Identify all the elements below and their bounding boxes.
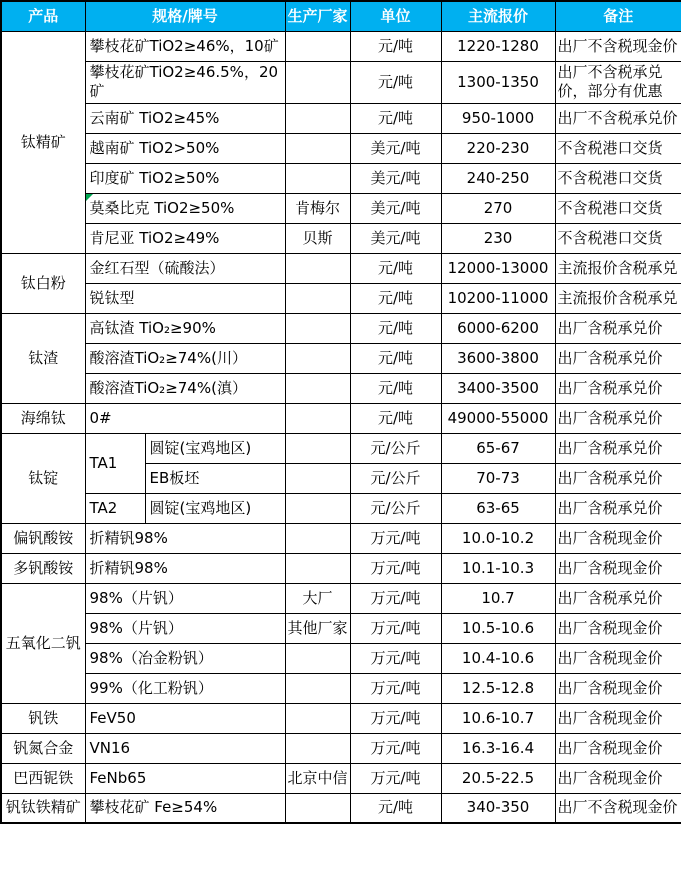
table-row: [1, 31, 681, 61]
price-cell: 12.5-12.8: [441, 673, 555, 703]
table-row: [1, 373, 681, 403]
price-cell: 340-350: [441, 793, 555, 823]
note-cell: 出厂含税现金价: [555, 733, 681, 763]
note-cell: 出厂不含税承兑价: [555, 103, 681, 133]
price-cell: 950-1000: [441, 103, 555, 133]
manufacturer-cell: [285, 373, 350, 403]
note-cell: 不含税港口交货: [555, 163, 681, 193]
table-row: [1, 433, 681, 463]
note-cell: 出厂含税承兑价: [555, 493, 681, 523]
unit-cell: 元/公斤: [350, 463, 441, 493]
spec-cell: 圆锭(宝鸡地区): [145, 433, 285, 463]
unit-cell: 美元/吨: [350, 163, 441, 193]
unit-cell: 元/吨: [350, 283, 441, 313]
note-cell: 出厂含税承兑价: [555, 373, 681, 403]
note-cell: 出厂含税现金价: [555, 703, 681, 733]
price-cell: 12000-13000: [441, 253, 555, 283]
table-row: [1, 283, 681, 313]
manufacturer-cell: [285, 523, 350, 553]
note-cell: 出厂含税现金价: [555, 553, 681, 583]
spec-cell: 折精钒98%: [85, 523, 285, 553]
spec-cell: VN16: [85, 733, 285, 763]
spec-cell: EB板坯: [145, 463, 285, 493]
note-cell: 出厂含税现金价: [555, 763, 681, 793]
unit-cell: 元/吨: [350, 253, 441, 283]
header-cell-price: 主流报价: [441, 1, 555, 31]
unit-cell: 美元/吨: [350, 223, 441, 253]
table-row: [1, 493, 681, 523]
spec-cell: 高钛渣 TiO₂≥90%: [85, 313, 285, 343]
product-cell: 巴西铌铁: [1, 763, 85, 793]
product-cell: 钛白粉: [1, 253, 85, 313]
spec-cell: 锐钛型: [85, 283, 285, 313]
manufacturer-cell: 贝斯: [285, 223, 350, 253]
manufacturer-cell: 其他厂家: [285, 613, 350, 643]
manufacturer-cell: [285, 463, 350, 493]
spec-cell: 折精钒98%: [85, 553, 285, 583]
price-cell: 10.5-10.6: [441, 613, 555, 643]
note-cell: 主流报价含税承兑: [555, 283, 681, 313]
note-cell: 主流报价含税承兑: [555, 253, 681, 283]
note-cell: 出厂含税承兑价: [555, 343, 681, 373]
manufacturer-cell: [285, 433, 350, 463]
header-cell-manufacturer: 生产厂家: [285, 1, 350, 31]
header-cell-note: 备注: [555, 1, 681, 31]
spec-cell: 98%（片钒）: [85, 583, 285, 613]
price-cell: 3600-3800: [441, 343, 555, 373]
table-row: [1, 613, 681, 643]
table-row: [1, 763, 681, 793]
price-cell: 20.5-22.5: [441, 763, 555, 793]
price-cell: 10.4-10.6: [441, 643, 555, 673]
spec-text: 莫桑比克 TiO2≥50%: [89, 198, 235, 217]
unit-cell: 元/吨: [350, 403, 441, 433]
grade-cell: TA1: [85, 433, 145, 493]
spec-cell: 云南矿 TiO2≥45%: [85, 103, 285, 133]
note-cell: 出厂含税现金价: [555, 643, 681, 673]
unit-cell: 万元/吨: [350, 673, 441, 703]
unit-cell: 元/吨: [350, 343, 441, 373]
price-cell: 10.1-10.3: [441, 553, 555, 583]
product-cell: 海绵钛: [1, 403, 85, 433]
manufacturer-cell: [285, 733, 350, 763]
unit-cell: 元/吨: [350, 31, 441, 61]
manufacturer-cell: [285, 61, 350, 103]
spec-cell: 印度矿 TiO2≥50%: [85, 163, 285, 193]
header-cell-product: 产品: [1, 1, 85, 31]
manufacturer-cell: 肯梅尔: [285, 193, 350, 223]
manufacturer-cell: [285, 133, 350, 163]
unit-cell: 万元/吨: [350, 763, 441, 793]
unit-cell: 元/吨: [350, 373, 441, 403]
manufacturer-cell: [285, 103, 350, 133]
product-cell: 钛锭: [1, 433, 85, 523]
spec-cell: 攀枝花矿TiO2≥46.5%，20矿: [85, 61, 285, 103]
manufacturer-cell: [285, 163, 350, 193]
price-cell: 1220-1280: [441, 31, 555, 61]
manufacturer-cell: [285, 643, 350, 673]
manufacturer-cell: [285, 553, 350, 583]
unit-cell: 万元/吨: [350, 703, 441, 733]
price-cell: 10.6-10.7: [441, 703, 555, 733]
price-cell: 10.7: [441, 583, 555, 613]
table-row: [1, 793, 681, 823]
manufacturer-cell: [285, 283, 350, 313]
unit-cell: 万元/吨: [350, 583, 441, 613]
spec-cell: 98%（冶金粉钒）: [85, 643, 285, 673]
manufacturer-cell: [285, 313, 350, 343]
note-cell: 出厂含税承兑价: [555, 313, 681, 343]
note-cell: 不含税港口交货: [555, 223, 681, 253]
product-cell: 钒钛铁精矿: [1, 793, 85, 823]
header-cell-unit: 单位: [350, 1, 441, 31]
price-cell: 65-67: [441, 433, 555, 463]
note-cell: 出厂含税承兑价: [555, 403, 681, 433]
product-cell: 五氧化二钒: [1, 583, 85, 703]
unit-cell: 元/公斤: [350, 433, 441, 463]
price-cell: 230: [441, 223, 555, 253]
spec-cell: 99%（化工粉钒）: [85, 673, 285, 703]
price-cell: 16.3-16.4: [441, 733, 555, 763]
manufacturer-cell: [285, 673, 350, 703]
table-row: [1, 193, 681, 223]
unit-cell: 元/吨: [350, 313, 441, 343]
note-cell: 出厂含税承兑价: [555, 583, 681, 613]
spec-cell: 98%（片钒）: [85, 613, 285, 643]
table-row: [1, 403, 681, 433]
table-row: [1, 733, 681, 763]
header-row: [1, 1, 681, 31]
unit-cell: 万元/吨: [350, 643, 441, 673]
table-row: [1, 553, 681, 583]
note-cell: 出厂含税现金价: [555, 523, 681, 553]
spec-cell: FeV50: [85, 703, 285, 733]
unit-cell: 元/吨: [350, 793, 441, 823]
note-cell: 出厂含税现金价: [555, 613, 681, 643]
table-row: [1, 673, 681, 703]
spec-cell: 金红石型（硫酸法）: [85, 253, 285, 283]
unit-cell: 万元/吨: [350, 523, 441, 553]
note-cell: 出厂不含税现金价: [555, 31, 681, 61]
unit-cell: 元/吨: [350, 61, 441, 103]
table-row: [1, 163, 681, 193]
table-row: [1, 253, 681, 283]
spec-cell: FeNb65: [85, 763, 285, 793]
spec-cell: 攀枝花矿TiO2≥46%，10矿: [85, 31, 285, 61]
table-row: [1, 583, 681, 613]
manufacturer-cell: [285, 403, 350, 433]
spec-cell: 酸溶渣TiO₂≥74%(滇）: [85, 373, 285, 403]
price-cell: 10.0-10.2: [441, 523, 555, 553]
price-cell: 6000-6200: [441, 313, 555, 343]
unit-cell: 万元/吨: [350, 733, 441, 763]
product-cell: 钛精矿: [1, 31, 85, 253]
product-cell: 偏钒酸铵: [1, 523, 85, 553]
spec-cell: 肯尼亚 TiO2≥49%: [85, 223, 285, 253]
spec-cell: 酸溶渣TiO₂≥74%(川）: [85, 343, 285, 373]
manufacturer-cell: [285, 31, 350, 61]
product-cell: 钛渣: [1, 313, 85, 403]
table-row: [1, 133, 681, 163]
price-cell: 270: [441, 193, 555, 223]
price-cell: 63-65: [441, 493, 555, 523]
manufacturer-cell: 北京中信: [285, 763, 350, 793]
note-cell: 出厂含税承兑价: [555, 463, 681, 493]
manufacturer-cell: [285, 493, 350, 523]
table-row: [1, 313, 681, 343]
unit-cell: 美元/吨: [350, 133, 441, 163]
manufacturer-cell: [285, 343, 350, 373]
price-cell: 220-230: [441, 133, 555, 163]
note-cell: 不含税港口交货: [555, 133, 681, 163]
note-cell: 出厂含税承兑价: [555, 433, 681, 463]
spec-cell: 越南矿 TiO2>50%: [85, 133, 285, 163]
note-cell: 出厂含税现金价: [555, 673, 681, 703]
table-row: [1, 223, 681, 253]
price-cell: 49000-55000: [441, 403, 555, 433]
header-cell-spec: 规格/牌号: [85, 1, 285, 31]
product-cell: 钒铁: [1, 703, 85, 733]
manufacturer-cell: [285, 793, 350, 823]
manufacturer-cell: [285, 253, 350, 283]
product-cell: 多钒酸铵: [1, 553, 85, 583]
spec-cell: [85, 193, 285, 223]
spec-cell: 0#: [85, 403, 285, 433]
table-row: [1, 703, 681, 733]
price-cell: 240-250: [441, 163, 555, 193]
price-cell: 10200-11000: [441, 283, 555, 313]
unit-cell: 元/公斤: [350, 493, 441, 523]
price-cell: 70-73: [441, 463, 555, 493]
table-row: [1, 61, 681, 103]
price-cell: 3400-3500: [441, 373, 555, 403]
comment-corner-marker-icon: [86, 194, 93, 201]
unit-cell: 元/吨: [350, 103, 441, 133]
table-row: [1, 643, 681, 673]
table-row: [1, 523, 681, 553]
spec-cell: 攀枝花矿 Fe≥54%: [85, 793, 285, 823]
price-cell: 1300-1350: [441, 61, 555, 103]
unit-cell: 美元/吨: [350, 193, 441, 223]
note-cell: 出厂不含税现金价: [555, 793, 681, 823]
note-cell: 出厂不含税承兑价，部分有优惠: [555, 61, 681, 103]
table-row: [1, 343, 681, 373]
spec-cell: 圆锭(宝鸡地区): [145, 493, 285, 523]
unit-cell: 万元/吨: [350, 613, 441, 643]
note-cell: 不含税港口交货: [555, 193, 681, 223]
grade-cell: TA2: [85, 493, 145, 523]
manufacturer-cell: [285, 703, 350, 733]
manufacturer-cell: 大厂: [285, 583, 350, 613]
unit-cell: 万元/吨: [350, 553, 441, 583]
table-row: [1, 103, 681, 133]
product-cell: 钒氮合金: [1, 733, 85, 763]
